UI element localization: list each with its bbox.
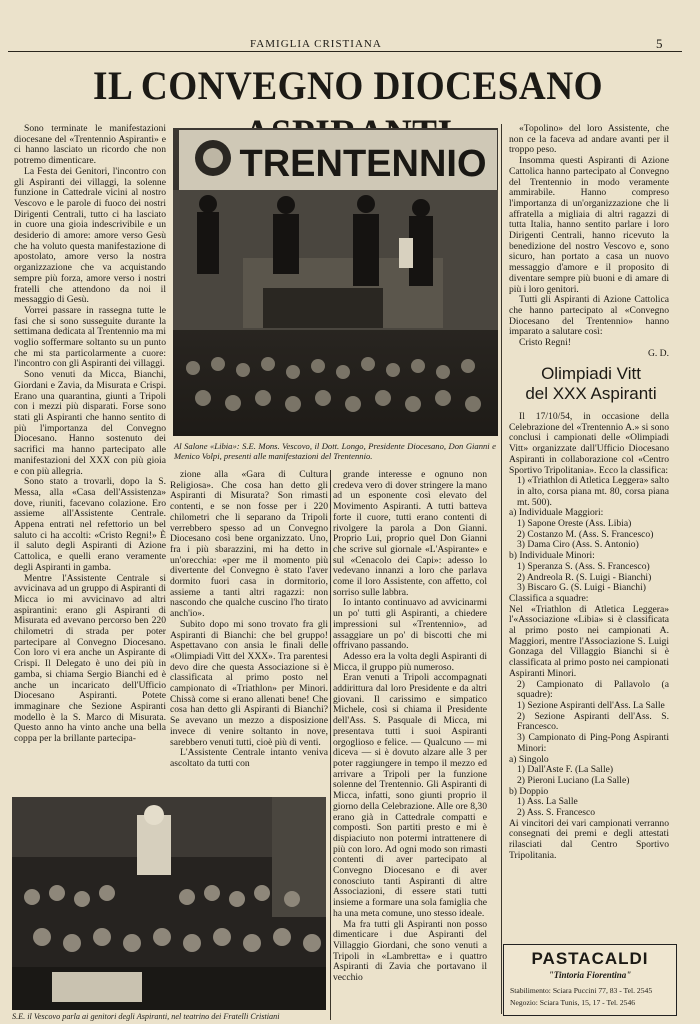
- article-column-4: [509, 124, 669, 360]
- paragraph: grande interesse e ognuno non credeva vero di dover stringere la mano ad un esponente così elevato del Movimento Aspiranti. A tutti batteva forte il cuore, tutti erano contenti di rivolgere la parola a Don Gianni. Proprio Lui, proprio quel Don Gianni che scrive sul giornale «L'Aspirante» e sul «Cenacolo dei Capi»: adesso lo vedevano innanzi a loro che parlava come il loro Assistente, con affetto, col sorriso sulle labbra.: [333, 470, 487, 598]
- paragraph: L'Assistente Centrale intanto veniva ascoltato da tutti con: [170, 747, 328, 769]
- paragraph: Subito dopo mi sono trovato fra gli Aspiranti di Bianchi: che bel gruppo! Aspettavano con ansia le finali delle «Olimpiadi Vitt del XXX». Tra parentesi devo dire che questa Associazione si è classificata al primo posto nel campionato di «Triathlon» per Minori. Chissà come si erano allenati bene! Che cosa han detto gli Aspiranti di Bianchi? Se avevano un mezzo a disposizione invece di venire soltanto in nove, sarebbero venuti tutti, cioè più di venti.: [170, 618, 328, 748]
- result-line: b) Doppio: [509, 785, 549, 797]
- result-line: Nel «Triathlon di Atletica Leggera» l'«Associazione «Libia» si è classificata al primo posto nei campionati A. Maggiori, mentre l'Associazione S. Luigi Gonzaga del Villaggio Bianchi si è classificata al primo posto nei campionati Aspiranti Minori.: [509, 603, 669, 679]
- olympics-heading: [506, 364, 676, 404]
- trentennio-stage-photo: [173, 128, 498, 436]
- result-line: 2) Andreola R. (S. Luigi - Bianchi): [517, 571, 652, 583]
- result-line: 2) Ass. S. Francesco: [517, 807, 596, 819]
- result-line: 1) Ass. La Salle: [517, 796, 578, 808]
- result-line: 2) Costanzo M. (Ass. S. Francesco): [517, 528, 654, 540]
- article-title: IL CONVEGNO DIOCESANO: [93, 63, 603, 108]
- author-signature: G. D.: [647, 347, 669, 359]
- column-divider: [330, 470, 331, 1020]
- ad-address-line: Negozio: Sciara Tunis, 15, 17 - Tel. 2546: [510, 998, 636, 1007]
- pastacaldi-advertisement: [503, 944, 677, 1016]
- results-list: [509, 476, 669, 861]
- result-line: 1) Dall'Aste F. (La Salle): [517, 764, 614, 776]
- bishop-speech-photo: [12, 797, 326, 1010]
- result-line: 2) Campionato di Pallavolo (a squadre):: [517, 678, 669, 701]
- photo-caption: Al Salone «Libia»: S.E. Mons. Vescovo, il Dott. Longo, Presidente Diocesano, Don Gianni e Menico Volpi, presenti alle manifestazioni del Trentennio.: [174, 441, 496, 461]
- stage-photo-illustration: [173, 128, 498, 436]
- audience-photo-illustration: [12, 797, 326, 1010]
- result-line: a) Singolo: [509, 753, 549, 765]
- olympics-intro: Il 17/10/54, in occasione della Celebrazione del «Trentennio A.» si sono conclusi i campionati delle «Olimpiadi Vitt» organizzate dall'Ufficio Diocesano Aspiranti in collaborazione col «Centro Sportivo Tripolitania». Ecco la classifica:: [509, 412, 669, 476]
- result-line: a) Individuale Maggiori:: [509, 507, 604, 519]
- result-line: 1) Sezione Aspiranti dell'Ass. La Salle: [517, 699, 665, 711]
- result-line: 1) «Triathlon di Atletica Leggera» salto in alto, corsa piana mt. 80, corsa piana mt. 500).: [517, 475, 669, 508]
- paragraph: Vorrei passare in rassegna tutte le fasi che si sono susseguite durante la settimana dedicata al Trentennio ma mi voglio soffermare soltanto su un punto che mi sta particolarmente a cuore: l'incontro con gli Aspiranti dei villaggi.: [14, 304, 166, 370]
- paragraph: Tutti gli Aspiranti di Azione Cattolica che hanno partecipato al «Convegno Diocesano del Trentennio» hanno imparato a salutare così:: [509, 294, 669, 338]
- banner-text: TRENTENNIO: [239, 143, 487, 185]
- result-line: 1) Sapone Oreste (Ass. Libia): [517, 518, 632, 530]
- paragraph: Eran venuti a Tripoli accompagnati addirittura dal loro Presidente e da altri giovani. Il carissimo e simpatico Michele, così si chiama il Presidente dell'Ass. S. Pasquale di Micca, mi presentava tutti i suoi Aspiranti orgoglioso e felice. — Qualcuno — mi diceva — si è dovuto alzare alle 3 per poter raggiungere in tempo il mezzo ed arrivare a Tripoli per la funzione solenne del Trentennio. Gli Aspiranti di Micca, infatti, sono giunti proprio il giorno della Celebrazione. Alle ore 8,30 erano già in Cattedrale compatti e composti. Son partiti presto e mi è dispiaciuto non potermi intrattenere di più con loro. Ad ogni modo son rimasti contenti di aver partecipato al Convegno Diocesano e di aver conosciuto tanti Aspiranti di altre Associazioni, di essere stati tutti insieme a formare una sola famiglia che ha una meta comune, uno stesso ideale.: [333, 672, 487, 919]
- paragraph: Ma fra tutti gli Aspiranti non posso dimenticare i due Aspiranti del Villaggio Giordani, che sono venuti a Tripoli in «Lambretta» e i quattro Aspiranti di Zavia che portavano il vecchio: [333, 918, 487, 984]
- olympics-heading-line-2: del XXX Aspiranti: [525, 384, 657, 403]
- ad-subtitle: "Tintoria Fiorentina": [548, 970, 632, 980]
- greeting: Cristo Regni!: [519, 337, 571, 349]
- result-line: Classifica a squadre:: [509, 592, 589, 604]
- olympics-heading-line-1: Olimpiadi Vitt: [541, 364, 641, 383]
- paragraph: Mentre l'Assistente Centrale si avvicinava ad un gruppo di Aspiranti di Micca io mi avvicinavo ad altri aspirantini: erano gli Aspiranti di Misurata ed avevano percorso ben 220 chilometri di strada per poter partecipare al Convegno Diocesano. Con loro vi era anche un Aspirante di Crispi. Il Delegato è uno dei più in gamba, si chiama Sergio Bianchi ed è anche un incaricato dell'Ufficio Diocesano Aspiranti. Potete immaginare che Sezione Aspiranti modello è la S. Marco di Misurata. Questo anno ha vinto anche una bella coppa per la brillante partecipa-: [14, 572, 166, 745]
- header-rule: [8, 51, 682, 52]
- ad-brand-name: PASTACALDI: [531, 949, 649, 968]
- result-line: 3) Biscaro G. (S. Luigi - Bianchi): [517, 582, 646, 594]
- result-line: Ai vincitori dei vari campionati verranno consegnati dei premi e degli attestati rilasciati dal Centro Sportivo Tripolitania.: [509, 817, 669, 861]
- photo-caption: S.E. il Vescovo parla ai genitori degli Aspiranti, nel teatrino dei Fratelli Cristiani: [12, 1012, 280, 1021]
- result-line: 3) Campionato di Ping-Pong Aspiranti Minori:: [517, 732, 669, 754]
- paragraph: zione alla «Gara di Cultura Religiosa». Che cosa han detto gli Aspiranti di Misurata? Son rimasti contenti, e se non fosse per i 220 chilometri che li separano da Tripoli verrebbero spesso ad un Convegno Diocesano così bene organizzato. Uno, fra i più sbarazzini, mi ha detto in un'orecchia: «per me il momento più divertente del Convegno è stato l'aver dormito fuori casa in dormitorio, assieme a tanti altri ragazzi: non nascondo che qualche cuscino l'ho tirato anch'io».: [170, 470, 328, 620]
- paragraph: Io intanto continuavo ad avvicinarmi un po' tutti gli Aspiranti, a chiedere impressioni sul «Trentennio», ad assaggiare un po' di biscotti che mi offrivano passando.: [333, 597, 487, 652]
- result-line: 1) Speranza S. (Ass. S. Francesco): [517, 560, 650, 572]
- column-divider: [501, 124, 502, 1014]
- result-line: b) Individuale Minori:: [509, 550, 595, 562]
- masthead: FAMIGLIA CRISTIANA: [250, 38, 382, 50]
- paragraph: Sono venuti da Micca, Bianchi, Giordani e Zavia, da Misurata e Crispi. Erano una quarantina, giunti a Tripoli con i mezzi più disparati. Forse sono stati gli Aspiranti che hanno sentito di più l'importanza del Convegno Diocesano. Hanno sostenuto dei sacrifici ma hanno partecipato alle manifestazioni del XXX con più gioia e con più allegria.: [14, 369, 166, 477]
- paragraph: Adesso era la volta degli Aspiranti di Micca, il gruppo più numeroso.: [333, 650, 487, 673]
- paragraph: «Topolino» del loro Assistente, che non ce la faceva ad andare avanti per il troppo peso.: [509, 124, 669, 156]
- article-column-1: [14, 124, 166, 792]
- article-column-3: [333, 470, 487, 1020]
- result-line: 3) Dama Ciro (Ass. S. Antonio): [517, 539, 639, 551]
- page-number: 5: [656, 36, 663, 51]
- paragraph: Insomma questi Aspiranti di Azione Cattolica hanno partecipato al Convegno del Trentennio in modo veramente ammirabile. Hanno compreso l'importanza di un'organizzazione che li affratella a migliaia di altri ragazzi di tutta Italia, hanno sentito parlare i loro Dirigenti Centrali, hanno ricevuto la benedizione del nostro Vescovo e, sono sicuro, han portato a casa un nuovo messaggio d'amore e il proposito di diventare sempre più buoni e di amare di più i loro genitori.: [509, 155, 669, 295]
- paragraph: Sono terminate le manifestazioni diocesane del «Trentennio Aspiranti» e ci hanno lasciato un ricordo che non potremo dimenticare.: [14, 124, 166, 167]
- paragraph: La Festa dei Genitori, l'incontro con gli Aspiranti dei villaggi, la solenne funzione in Cattedrale vicini al nostro Vescovo e le parole di fuoco dei nostri Dirigenti Centrali, tutto ci ha lasciato in cuore una gioia indescrivibile e un desiderio di amore: amore verso Gesù che ha voluto questa manifestazione di apostolato, amore verso la nostra organizzazione che va acquistando sempre più forza, amore verso i nostri fratelli che attendono da noi il messaggio di Gesù.: [14, 165, 166, 306]
- result-line: 2) Pieroni Luciano (La Salle): [517, 774, 630, 786]
- result-line: 2) Sezione Aspiranti dell'Ass. S. Francesco.: [517, 710, 669, 733]
- olympics-results: [509, 412, 669, 940]
- paragraph: Sono stato a trovarli, dopo la S. Messa, alla «Casa dell'Assistenza» dove, riuniti, facevano colazione. Ero assieme all'Assistente Centrale. Appena entrati nel refettorio un bel saluto ci ha accolti: «Cristo Regni!» È il saluto degli Aspiranti di Azione Cattolica, e quelli erano veramente degli Aspiranti in gamba.: [14, 476, 166, 573]
- ad-address-line: Stabilimento: Sciara Puccini 77, 83 - Tel. 2545: [510, 986, 653, 995]
